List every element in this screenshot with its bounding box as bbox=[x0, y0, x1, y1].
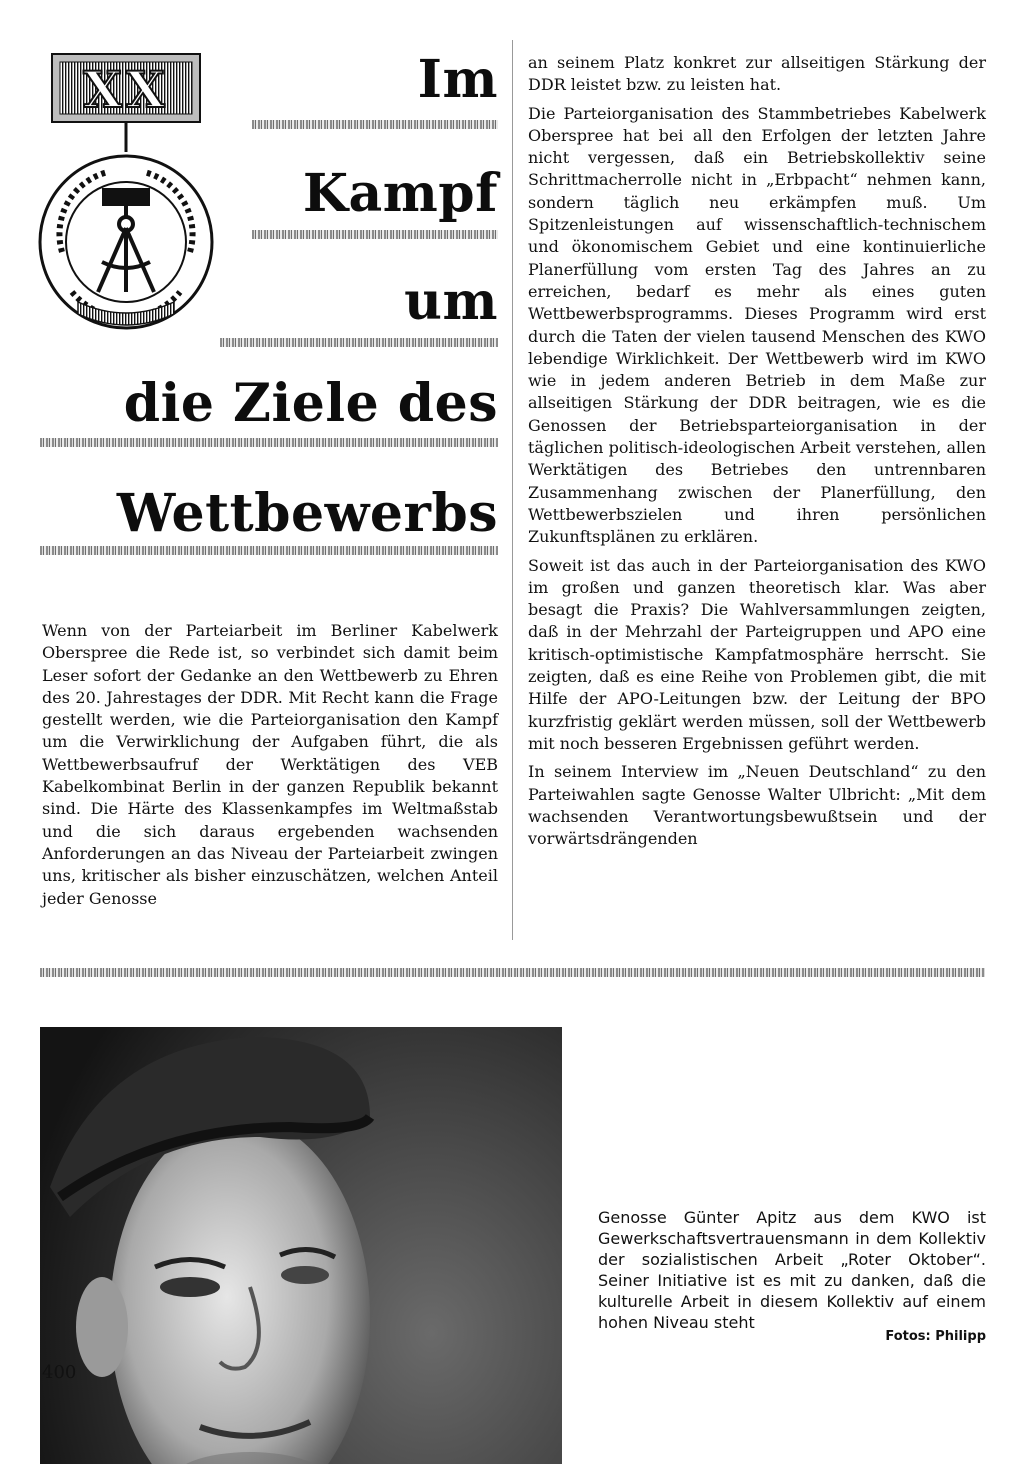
left-column bbox=[42, 620, 498, 916]
emblem-banner-text: XX bbox=[83, 60, 169, 119]
portrait-photo bbox=[40, 1027, 562, 1464]
left-paragraph-1: Wenn von der Parteiarbeit im Berliner Kabelwerk Oberspree die Rede ist, so verbindet sich damit beim Leser sofort der Gedanke an den Wettbewerb zu Ehren des 20. Jahrestages der DDR. Mit Recht kann die Frage gestellt werden, wie die Parteiorganisation den Kampf um die Verwirklichung der Aufgaben führt, die als Wettbewerbsaufruf der Werktätigen des VEB Kabelkombinat Berlin in der ganzen Republik bekannt sind. Die Härte des Klassenkampfes im Weltmaßstab und die sich daraus ergebenden wachsenden Anforderungen an das Niveau der Parteiarbeit zwingen uns, kritischer als bisher einzuschätzen, welchen Anteil jeder Genosse bbox=[42, 621, 498, 908]
decorative-rule bbox=[252, 230, 498, 239]
decorative-rule bbox=[40, 438, 498, 447]
right-paragraph-3: Soweit ist das auch in der Parteiorganisation des KWO im großen und ganzen theoretisch klar. Was aber besagt die Praxis? Die Wahlversammlungen zeigten, daß in der Mehrzahl der Parteigruppen und APO eine kritisch-optimistische Kampfatmosphäre herrscht. Sie zeigten, daß es eine Reihe von Problemen gibt, die mit Hilfe der APO-Leitungen bzw. der Leitung der BPO kurzfristig geklärt werden müssen, soll der Wettbewerb mit noch besseren Ergebnissen geführt werden. bbox=[528, 555, 986, 753]
headline-line-4: die Ziele des bbox=[123, 373, 498, 434]
decorative-rule bbox=[220, 338, 498, 347]
page-number: 400 bbox=[42, 1362, 77, 1383]
decorative-rule bbox=[40, 546, 498, 555]
headline-line-5: Wettbewerbs bbox=[116, 483, 498, 544]
photo-credit: Fotos: Philipp bbox=[885, 1329, 986, 1344]
headline bbox=[38, 48, 498, 568]
headline-line-3: um bbox=[404, 271, 498, 332]
headline-line-2: Kampf bbox=[302, 163, 498, 224]
headline-line-1: Im bbox=[417, 49, 498, 110]
right-paragraph-2: Die Parteiorganisation des Stammbetriebes Kabelwerk Oberspree hat bei all den Erfolgen der letzten Jahre nicht vergessen, daß ein Betriebskollektiv seine Schrittmacherrolle nicht in „Erbpacht“ nehmen kann, sondern täglich neu erkämpfen muß. Um Spitzenleistungen auf wissenschaftlich-technischem und ökonomischem Gebiet und eine kontinuierliche Planerfüllung vom ersten Tag des Jahres an zu erreichen, bedarf es mehr als eines guten Wettbewerbsprogramms. Dieses Programm wird erst durch die Taten der vielen tausend Menschen des KWO lebendige Wirklichkeit. Der Wettbewerb wird im KWO wie in jedem anderen Betrieb in dem Maße zur allseitigen Stärkung der DDR beitragen, wie es die Genossen der Betriebsparteiorganisation in der täglichen politisch-ideologischen Arbeit verstehen, allen Werktätigen des Betriebes den untrennbaren Zusammenhang zwischen der Planerfüllung, den Wettbewerbszielen und ihren persönlichen Zukunftsplänen zu erklären. bbox=[528, 103, 986, 547]
column-divider bbox=[512, 40, 513, 940]
right-paragraph-1: an seinem Platz konkret zur allseitigen Stärkung der DDR leistet bzw. zu leisten hat. bbox=[528, 53, 986, 95]
section-divider-rule bbox=[40, 968, 985, 977]
decorative-rule bbox=[252, 120, 498, 129]
photo-caption: Genosse Günter Apitz aus dem KWO ist Gewerkschaftsvertrauensmann in dem Kollektiv der sozialistischen Arbeit „Roter Oktober“. Seiner Initiative ist es mit zu danken, daß die kulturelle Arbeit in diesem Kollektiv auf einem hohen Niveau steht bbox=[598, 1208, 986, 1332]
right-column bbox=[528, 52, 986, 856]
right-paragraph-4: In seinem Interview im „Neuen Deutschland“ zu den Parteiwahlen sagte Genosse Walter Ulbricht: „Mit dem wachsenden Verantwortungsbewußtsein und der vorwärtsdrängenden bbox=[528, 762, 986, 849]
